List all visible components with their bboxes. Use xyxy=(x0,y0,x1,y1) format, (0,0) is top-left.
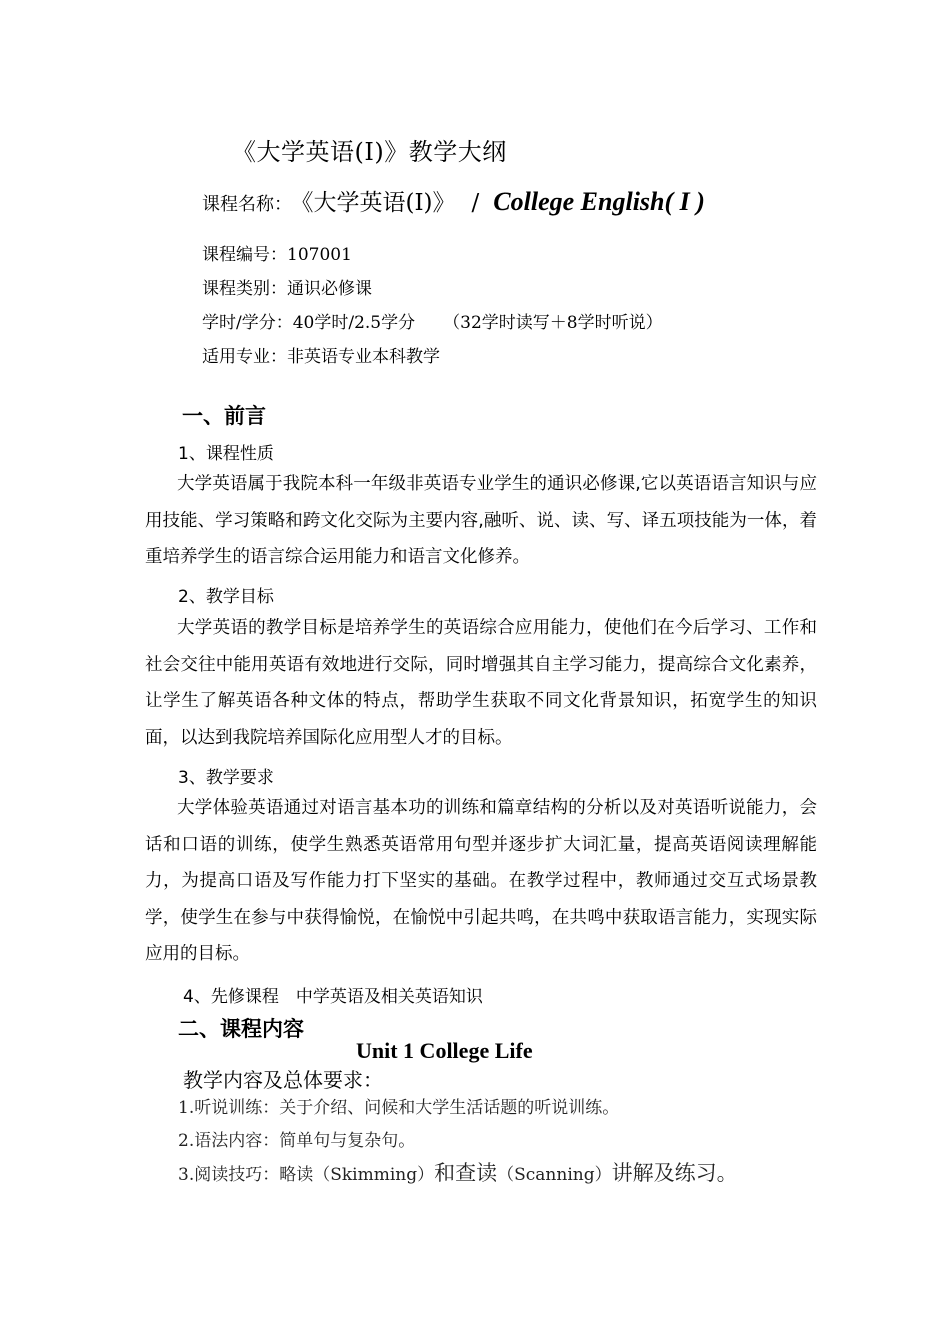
subsection-heading-requirements: 3、教学要求 xyxy=(178,768,274,788)
unit-title: Unit 1 College Life xyxy=(356,1038,533,1063)
requirement-item: 1.听说训练：关于介绍、问候和大学生活话题的听说训练。 xyxy=(178,1098,620,1118)
subsection-heading-prerequisites: 4、先修课程 中学英语及相关英语知识 xyxy=(183,987,483,1007)
document-title: 《大学英语(I)》教学大纲 xyxy=(232,138,507,166)
course-name-en: College English( I ) xyxy=(493,187,705,216)
subsection-heading-nature: 1、课程性质 xyxy=(178,444,274,464)
requirement-reading-suffix: 讲解及练习。 xyxy=(611,1161,738,1185)
applicable-major: 适用专业：非英语专业本科教学 xyxy=(202,347,440,367)
hours-credits-line xyxy=(202,308,663,333)
course-name-separator: / xyxy=(471,190,480,216)
hours-credits: 学时/学分：40学时/2.5学分 xyxy=(202,313,416,333)
course-code: 课程编号：107001 xyxy=(202,245,352,265)
course-category: 课程类别：通识必修课 xyxy=(202,279,372,299)
paragraph-requirements: 大学体验英语通过对语言基本功的训练和篇章结构的分析以及对英语听说能力，会话和口语的训练，使学生熟悉英语常用句型并逐步扩大词汇量，提高英语阅读理解能力，为提高口语及写作能力打下坚实的基础。在教学过程中，教师通过交互式场景教学，使学生在参与中获得愉悦，在愉悦中引起共鸣，在共鸣中获取语言能力，实现实际应用的目标。 xyxy=(145,798,817,964)
course-name-cn: 《大学英语(I)》 xyxy=(302,190,456,216)
requirement-reading-mid: 和查读 xyxy=(434,1161,498,1185)
requirement-item-reading xyxy=(178,1157,738,1187)
section-heading-content: 二、课程内容 xyxy=(178,1017,304,1041)
requirements-heading: 教学内容及总体要求： xyxy=(183,1068,383,1092)
requirement-reading-prefix: 3.阅读技巧：略读（Skimming） xyxy=(178,1165,435,1185)
requirement-reading-term: （Scanning） xyxy=(497,1165,612,1185)
paragraph-course-nature: 大学英语属于我院本科一年级非英语专业学生的通识必修课,它以英语语言知识与应用技能、学习策略和跨文化交际为主要内容,融听、说、读、写、译五项技能为一体，着重培养学生的语言综合运用能力和语言文化修养。 xyxy=(145,474,817,567)
course-name-label: 课程名称： xyxy=(202,194,292,215)
course-name-line xyxy=(202,184,705,217)
hours-note: （32学时读写＋8学时听说） xyxy=(443,313,663,333)
subsection-heading-objectives: 2、教学目标 xyxy=(178,587,274,607)
section-heading-preface: 一、前言 xyxy=(182,404,266,428)
paragraph-objectives: 大学英语的教学目标是培养学生的英语综合应用能力，使他们在今后学习、工作和社会交往中能用英语有效地进行交际，同时增强其自主学习能力，提高综合文化素养，让学生了解英语各种文体的特点，帮助学生获取不同文化背景知识，拓宽学生的知识面，以达到我院培养国际化应用型人才的目标。 xyxy=(145,618,817,748)
requirement-item: 2.语法内容：简单句与复杂句。 xyxy=(178,1131,416,1151)
